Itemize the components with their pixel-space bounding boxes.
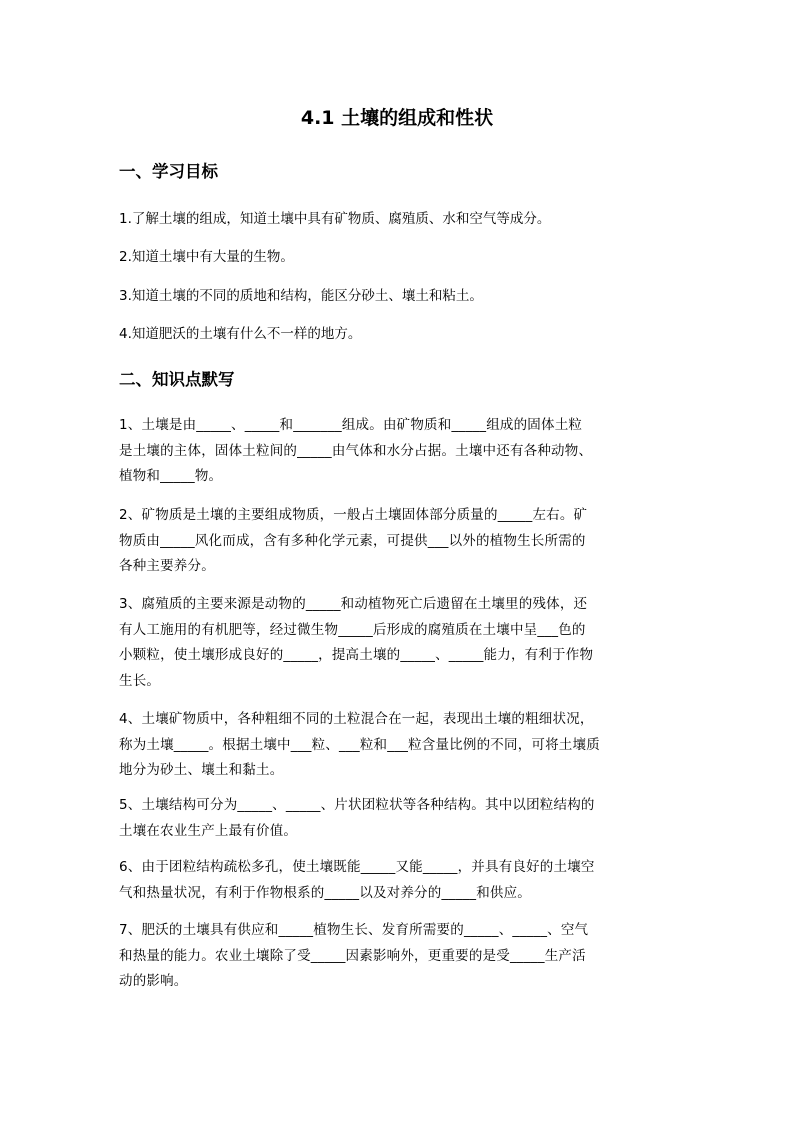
question-line: 气和热量状况，有利于作物根系的_____以及对养分的_____和供应。 <box>119 884 531 901</box>
question-4 <box>119 707 689 784</box>
question-line: 地分为砂土、壤土和黏土。 <box>119 762 284 778</box>
question-line: 生长。 <box>119 672 161 689</box>
question-line: 物质由_____风化而成，含有多种化学元素，可提供___以外的植物生长所需的 <box>119 532 586 549</box>
objective-item: 3.知道土壤的不同的质地和结构，能区分砂土、壤土和粘土。 <box>119 288 483 304</box>
question-line: 6、由于团粒结构疏松多孔，使土壤既能_____又能_____，并具有良好的土壤空 <box>119 859 595 875</box>
question-line: 5、土壤结构可分为_____、_____、片状团粒状等各种结构。其中以团粒结构的 <box>119 797 595 813</box>
section-heading-goals: 一、学习目标 <box>119 162 218 181</box>
question-line: 2、矿物质是土壤的主要组成物质，一般占土壤固体部分质量的_____左右。矿 <box>119 507 588 523</box>
question-line: 和热量的能力。农业土壤除了受_____因素影响外，更重要的是受_____生产活 <box>119 947 586 964</box>
question-2 <box>119 503 689 580</box>
question-line: 动的影响。 <box>119 973 188 989</box>
question-line: 各种主要养分。 <box>119 558 215 574</box>
objective-item: 2.知道土壤中有大量的生物。 <box>119 249 294 265</box>
objective-item: 4.知道肥沃的土壤有什么不一样的地方。 <box>119 326 362 342</box>
question-line: 有人工施用的有机肥等，经过微生物_____后形成的腐殖质在土壤中呈___色的 <box>119 621 586 638</box>
question-line: 土壤在农业生产上最有价值。 <box>119 822 298 839</box>
question-line: 小颗粒，使土壤形成良好的_____，提高土壤的_____、_____能力，有利于作物 <box>119 647 594 663</box>
question-line: 是土壤的主体，固体土粒间的_____由气体和水分占据。土壤中还有各种动物、 <box>119 442 593 459</box>
question-line: 植物和_____物。 <box>119 468 223 484</box>
section-heading-knowledge: 二、知识点默写 <box>119 370 235 389</box>
question-1 <box>119 413 689 490</box>
question-line: 称为土壤_____。根据土壤中___粒、___粒和___粒含量比例的不同，可将土壤质 <box>119 736 600 753</box>
question-5 <box>119 793 689 844</box>
question-line: 3、腐殖质的主要来源是动物的_____和动植物死亡后遗留在土壤里的残体，还 <box>119 596 588 612</box>
page-title: 4.1 土壤的组成和性状 <box>300 107 494 129</box>
objective-item: 1.了解土壤的组成，知道土壤中具有矿物质、腐殖质、水和空气等成分。 <box>119 211 551 227</box>
question-7 <box>119 918 689 995</box>
question-3 <box>119 592 689 694</box>
question-line: 7、肥沃的土壤具有供应和_____植物生长、发育所需要的_____、_____、空气 <box>119 922 589 938</box>
question-line: 4、土壤矿物质中，各种粗细不同的土粒混合在一起，表现出土壤的粗细状况， <box>119 711 594 727</box>
question-6 <box>119 855 689 906</box>
question-line: 1、土壤是由_____、_____和_______组成。由矿物质和_____组成的固体土粒 <box>119 417 583 433</box>
